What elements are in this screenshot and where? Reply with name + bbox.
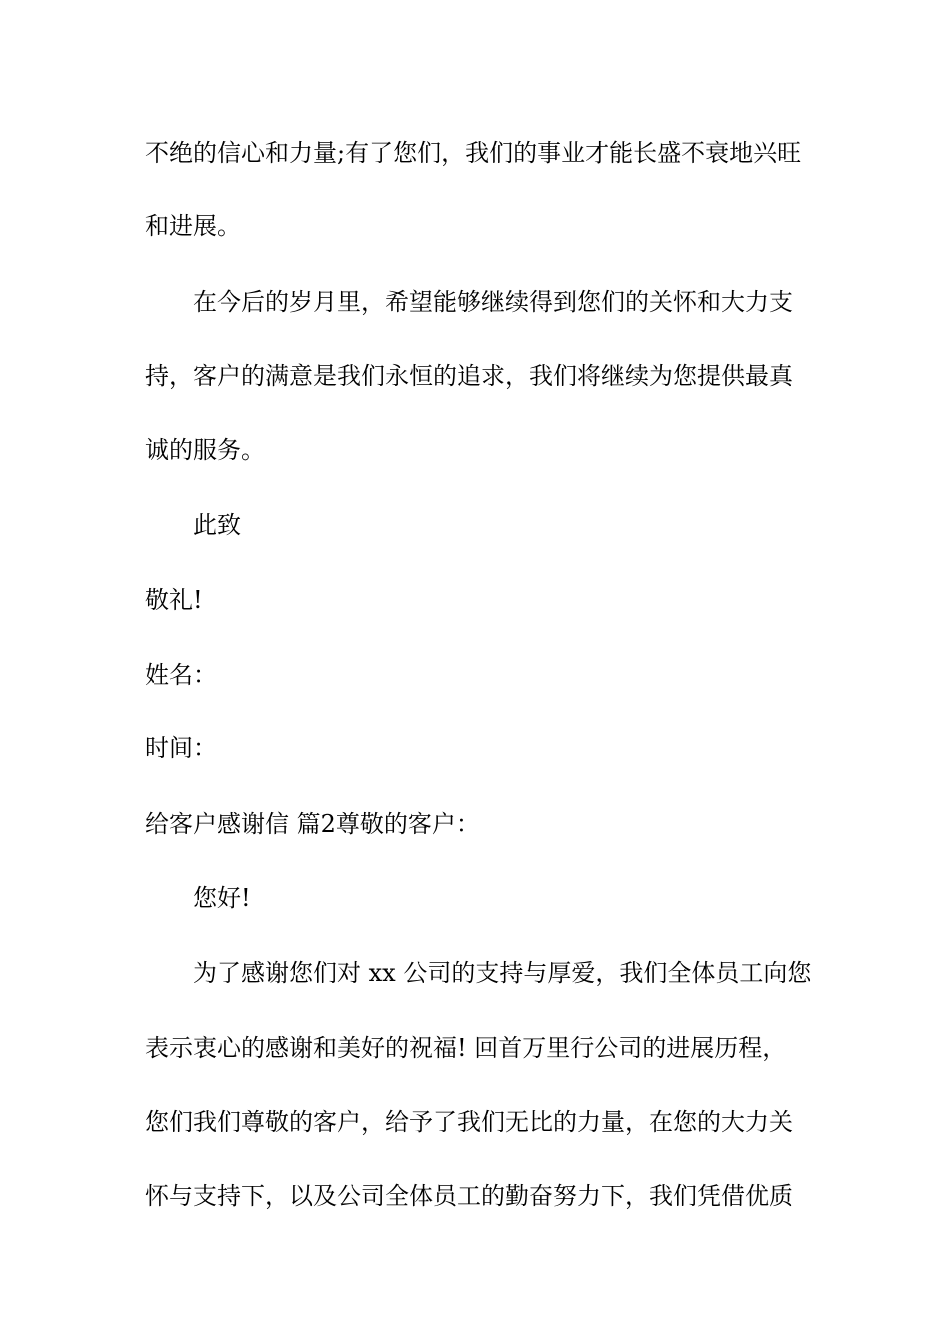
salutation-line: 敬礼! [145, 586, 203, 614]
paragraph-line: 不绝的信心和力量;有了您们，我们的事业才能长盛不衰地兴旺 [145, 139, 802, 167]
paragraph-line: 怀与支持下，以及公司全体员工的勤奋努力下，我们凭借优质 [145, 1182, 793, 1210]
paragraph-line: 和进展。 [145, 212, 241, 240]
paragraph-line: 持，客户的满意是我们永恒的追求，我们将继续为您提供最真 [145, 362, 793, 390]
closing-line: 此致 [193, 511, 241, 539]
time-field-label: 时间： [145, 734, 217, 762]
paragraph-line: 诚的服务。 [145, 436, 265, 464]
section-heading: 给客户感谢信 篇2尊敬的客户： [145, 810, 480, 838]
paragraph-line: 在今后的岁月里，希望能够继续得到您们的关怀和大力支 [193, 288, 793, 316]
paragraph-line: 表示衷心的感谢和美好的祝福! 回首万里行公司的进展历程， [145, 1034, 787, 1062]
paragraph-line: 为了感谢您们对 xx 公司的支持与厚爱，我们全体员工向您 [193, 959, 812, 987]
name-field-label: 姓名： [145, 661, 217, 689]
greeting-line: 您好! [193, 884, 251, 912]
paragraph-line: 您们我们尊敬的客户，给予了我们无比的力量，在您的大力关 [145, 1108, 793, 1136]
